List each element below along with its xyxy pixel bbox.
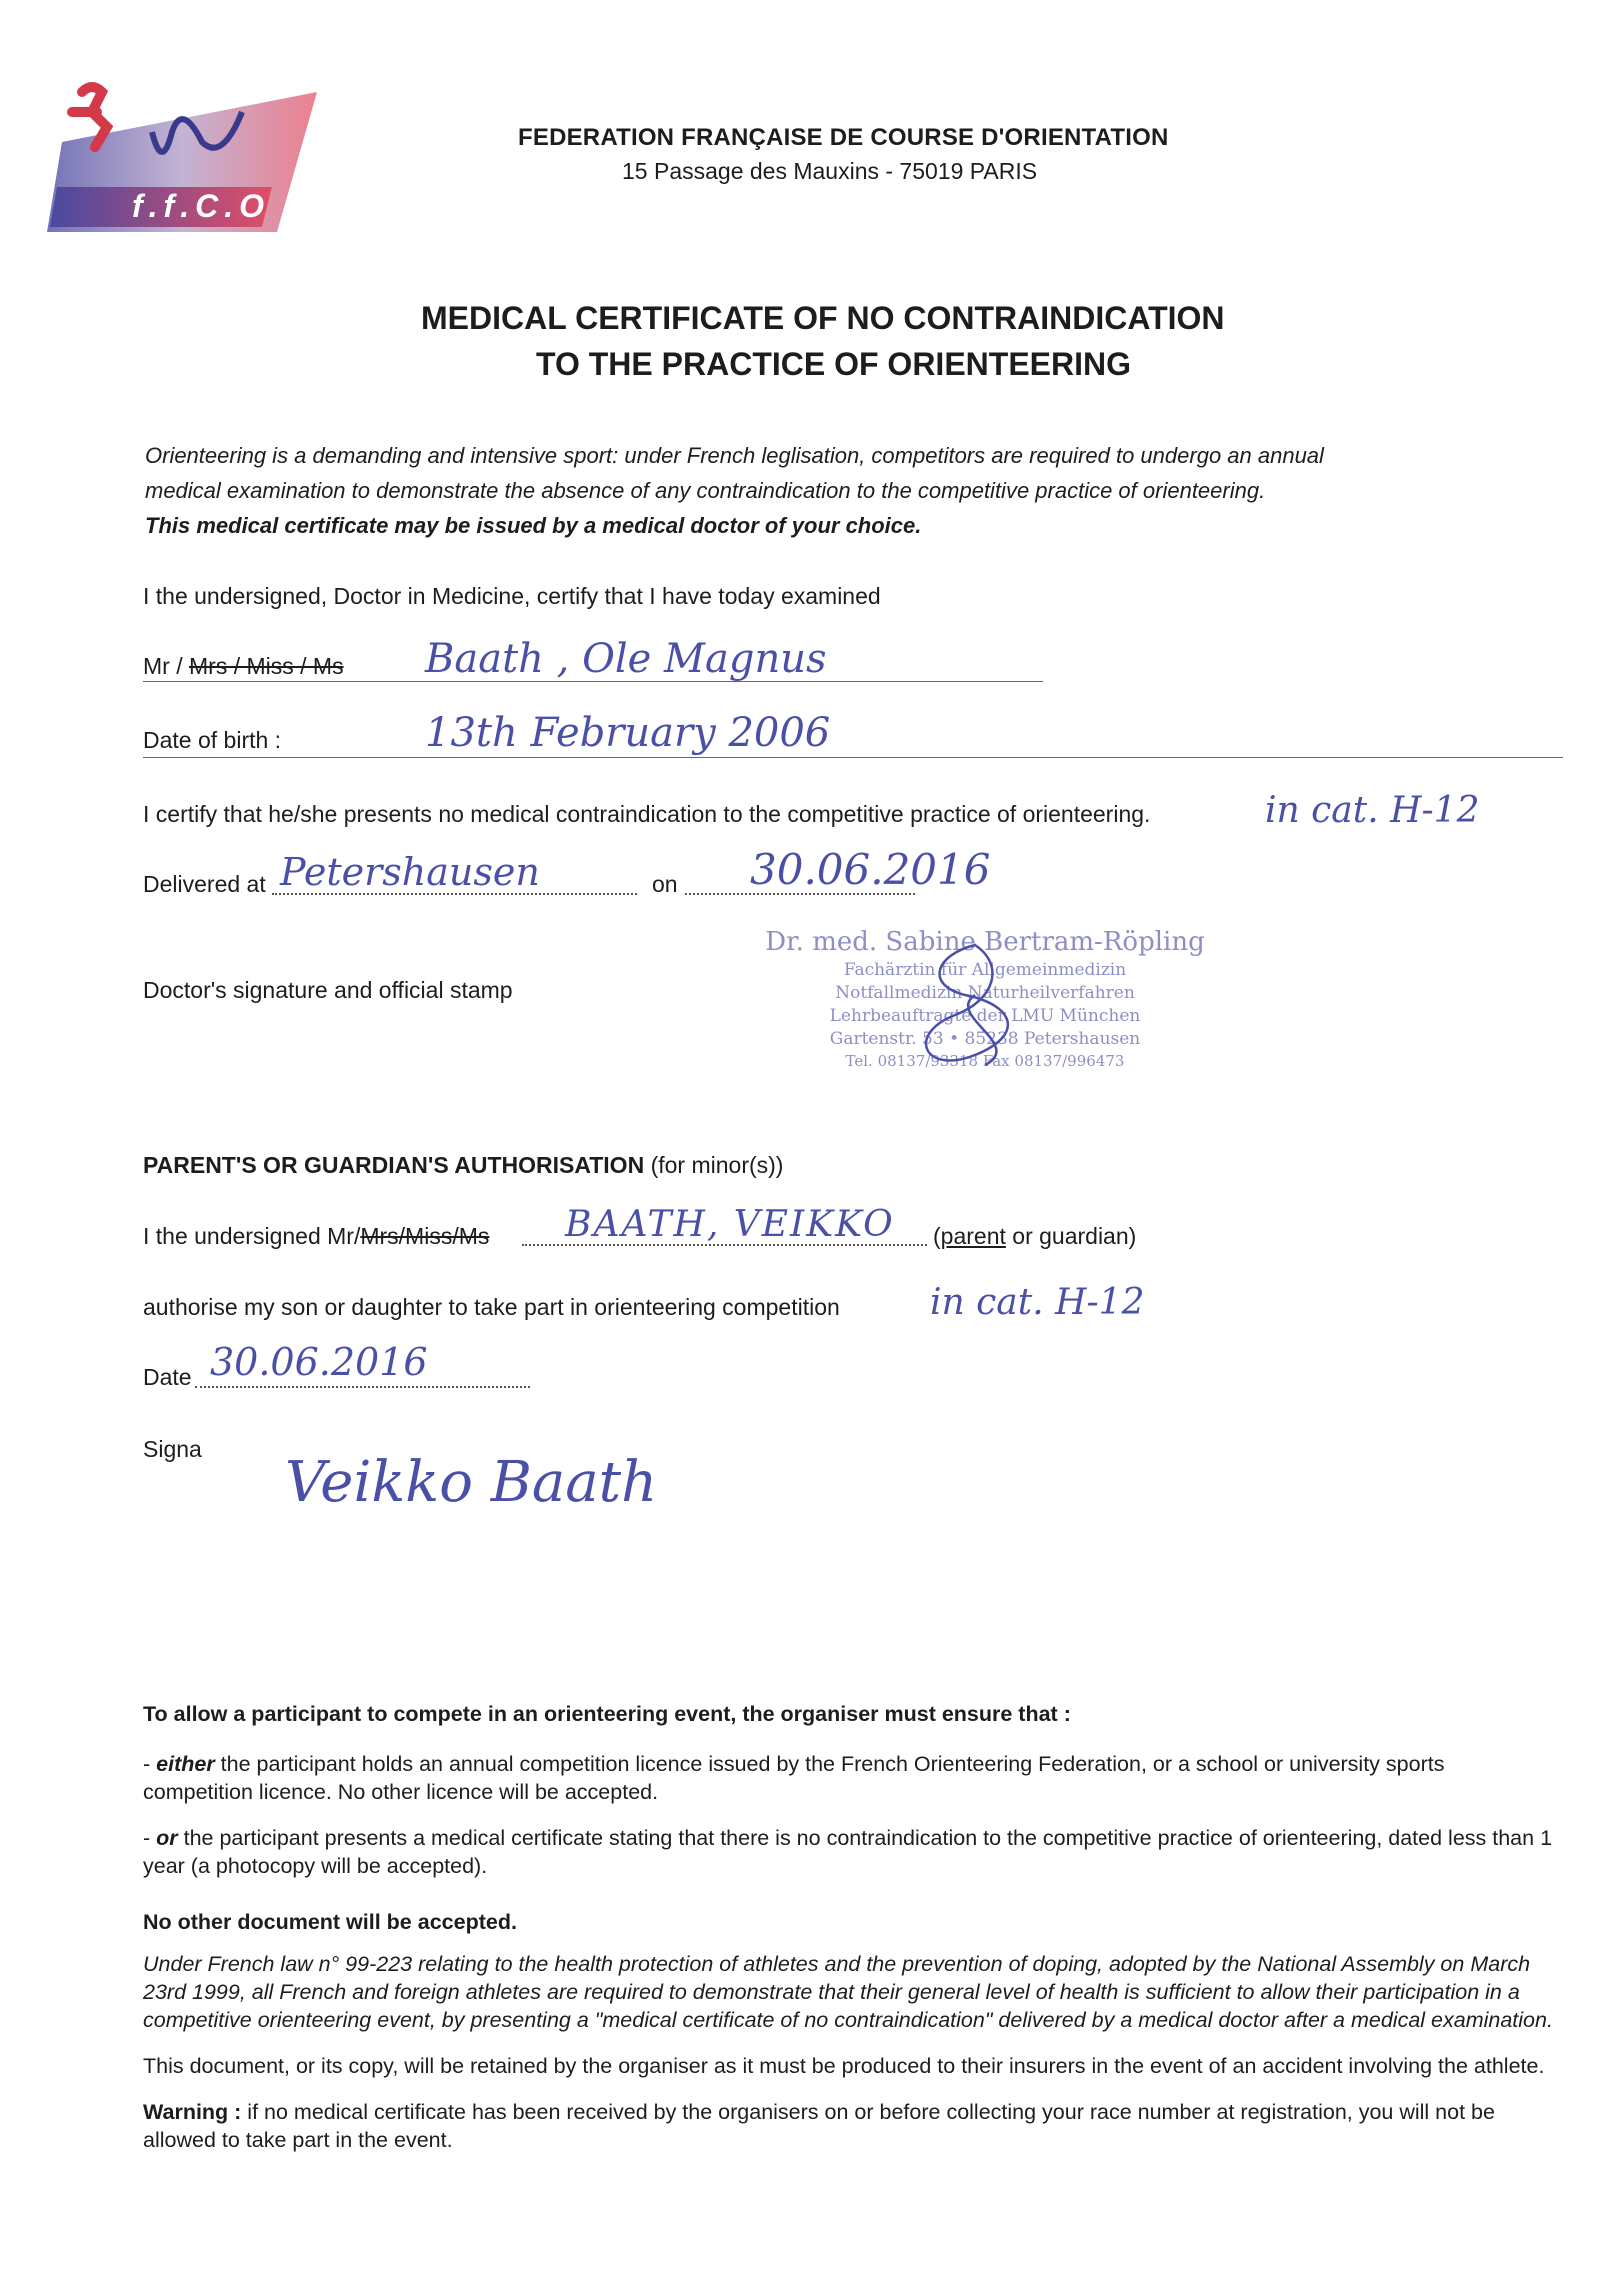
- logo-text: f.f.C.O: [132, 188, 270, 224]
- title-kept: Mr /: [143, 653, 183, 679]
- certify-text: I certify that he/she presents no medical contraindication to the competitive practice of orienteering.: [143, 801, 1151, 827]
- guardian-struck-titles: Mrs/Miss/Ms: [360, 1223, 490, 1249]
- dob-label: Date of birth :: [143, 727, 282, 753]
- either-text: the participant holds an annual competition licence issued by the French Orienteering Federation, or a school or university sports competition licence. No other licence will be accepted.: [143, 1752, 1445, 1804]
- guardian-undersigned-label: [143, 1222, 489, 1250]
- stamp-line6: Tel. 08137/93318 Fax 08137/996473: [845, 1052, 1125, 1070]
- intro-line2: medical examination to demonstrate the absence of any contraindication to the competitive practice of orienteering.: [145, 478, 1266, 503]
- certificate-title-line2: TO THE PRACTICE OF ORIENTEERING: [536, 346, 1131, 382]
- either-prefix: -: [143, 1752, 157, 1776]
- footer-rules: [143, 1700, 1553, 2172]
- french-law-text: Under French law n° 99-223 relating to the health protection of athletes and the prevention of doping, adopted by the National Assembly on March 23rd 1999, all French and foreign athletes are required to demonstrate that their general level of health is sufficient to allow their participation in a competitive orienteering event, by presenting a "medical certificate of no contraindication" delivered by a medical doctor after a medical examination.: [143, 1952, 1553, 2032]
- parent-signature-label: Signa: [143, 1436, 202, 1462]
- patient-title-label: [143, 652, 344, 680]
- dob-underline: [143, 757, 1563, 758]
- patient-name[interactable]: Baath , Ole Magnus: [425, 636, 827, 682]
- delivered-date[interactable]: 30.06.2016: [750, 845, 991, 894]
- title-struck: Mrs / Miss / Ms: [189, 653, 344, 679]
- guardian-category-note: in cat. H-12: [930, 1282, 1145, 1323]
- certificate-title-line1: MEDICAL CERTIFICATE OF NO CONTRAINDICATION: [421, 300, 1225, 336]
- intro-line1: Orienteering is a demanding and intensive sport: under French leglisation, competitors are required to undergo an annual: [145, 443, 1324, 468]
- warning-text: [143, 2098, 1553, 2154]
- either-word: either: [156, 1752, 215, 1776]
- stamp-line1: Dr. med. Sabine Bertram-Röpling: [765, 927, 1205, 957]
- parent-heading-note: (for minor(s)): [650, 1152, 784, 1178]
- warning-body: if no medical certificate has been received by the organisers on or before collecting your race number at registration, you will not be allowed to take part in the event.: [143, 2100, 1495, 2152]
- rule-or: [143, 1824, 1553, 1880]
- patient-dob[interactable]: 13th February 2006: [425, 710, 831, 756]
- warning-label: Warning :: [143, 2100, 242, 2124]
- rules-heading: To allow a participant to compete in an orienteering event, the organiser must ensure that :: [143, 1702, 1071, 1726]
- retained-text: This document, or its copy, will be retained by the organiser as it must be produced to their insurers in the event of an accident involving the athlete.: [143, 2054, 1545, 2078]
- guardian-name[interactable]: BAATH, VEIKKO: [565, 1204, 895, 1245]
- federation-name: FEDERATION FRANÇAISE DE COURSE D'ORIENTATION: [518, 124, 1169, 151]
- or-prefix: -: [143, 1826, 157, 1850]
- on-label: on: [652, 871, 678, 897]
- no-other-document: No other document will be accepted.: [143, 1910, 517, 1934]
- authorise-text: authorise my son or daughter to take part in orienteering competition: [143, 1294, 840, 1320]
- role-parent: parent: [940, 1223, 1006, 1249]
- parent-date-dots: [195, 1386, 530, 1388]
- doctor-undersigned-text: I the undersigned, Doctor in Medicine, certify that I have today examined: [143, 583, 881, 609]
- or-word: or: [156, 1826, 178, 1850]
- role-rest: or guardian): [1012, 1223, 1137, 1249]
- role-open-paren: (: [933, 1223, 941, 1249]
- guardian-role: [933, 1222, 1136, 1250]
- parent-heading: [143, 1151, 783, 1179]
- stamp-line4: Lehrbeauftragte der LMU München: [829, 1006, 1141, 1026]
- intro-line3: This medical certificate may be issued by a medical doctor of your choice.: [145, 513, 922, 538]
- doctor-stamp: [745, 925, 1225, 1115]
- delivered-at-label: Delivered at: [143, 871, 266, 897]
- rule-either: [143, 1750, 1553, 1806]
- delivered-place[interactable]: Petershausen: [280, 850, 540, 894]
- parent-date-label: Date: [143, 1364, 192, 1390]
- parent-heading-text: PARENT'S OR GUARDIAN'S AUTHORISATION: [143, 1152, 645, 1178]
- parent-signature[interactable]: Veikko Baath: [285, 1450, 658, 1515]
- parent-date[interactable]: 30.06.2016: [210, 1340, 428, 1384]
- guardian-label-text: I the undersigned Mr/: [143, 1223, 361, 1249]
- ffco-logo: [42, 72, 322, 232]
- federation-address: 15 Passage des Mauxins - 75019 PARIS: [622, 158, 1038, 184]
- stamp-line3: Notfallmedizin Naturheilverfahren: [835, 983, 1135, 1003]
- doctor-signature-label: Doctor's signature and official stamp: [143, 977, 513, 1003]
- or-text: the participant presents a medical certificate stating that there is no contraindication to the competitive practice of orienteering, dated less than 1 year (a photocopy will be accepted).: [143, 1826, 1553, 1878]
- stamp-line5: Gartenstr. 53 • 85238 Petershausen: [829, 1029, 1141, 1049]
- doctor-signature-scribble: [825, 925, 1085, 1085]
- stamp-line2: Fachärztin für Allgemeinmedizin: [843, 960, 1127, 980]
- doctor-category-note: in cat. H-12: [1265, 790, 1480, 831]
